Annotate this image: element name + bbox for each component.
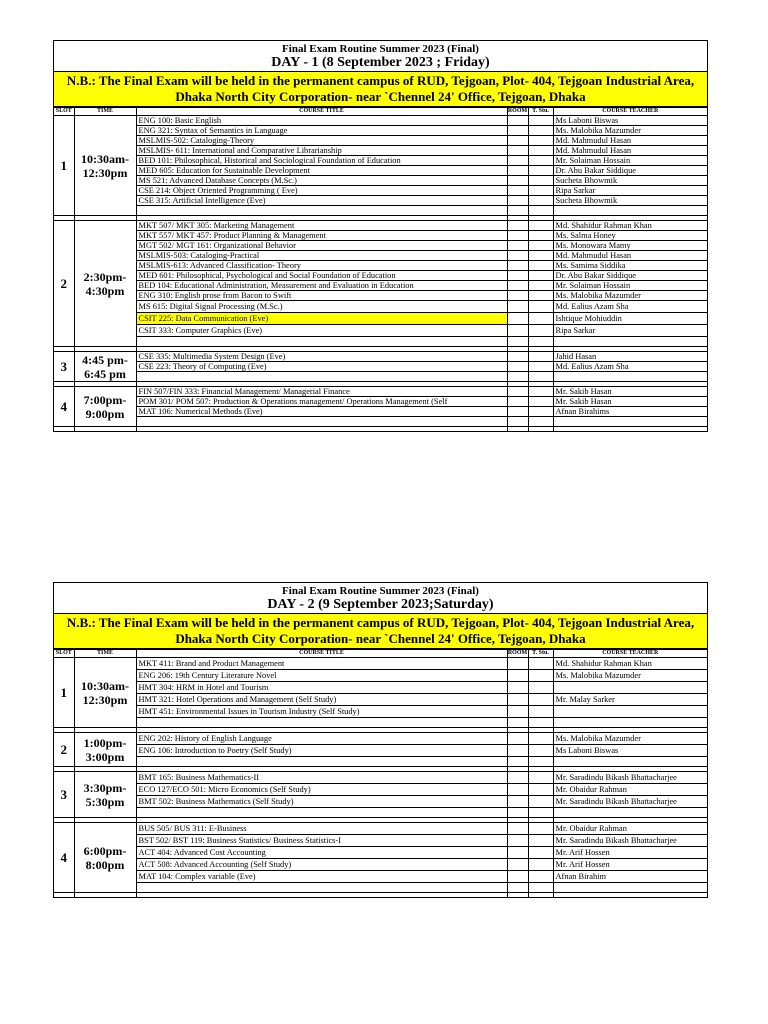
course-title: HMT 321: Hotel Operations and Management (Self Study) (136, 694, 507, 706)
students-cell (528, 670, 553, 682)
students-cell (528, 682, 553, 694)
course-title: ENG 206: 19th Century Literature Novel (136, 670, 507, 682)
course-teacher: Mr. Saradindu Bikash Bhattacharjee (553, 772, 707, 784)
course-teacher: Ishtique Mohiuddin (553, 313, 707, 325)
room-cell (507, 796, 528, 808)
course-teacher: Ripa Sarkar (553, 325, 707, 337)
course-teacher: Mr. Obaidur Rahman (553, 784, 707, 796)
room-cell (507, 241, 528, 251)
campus-notice: N.B.: The Final Exam will be held in the permanent campus of RUD, Tejgoan, Plot- 404, Tejgoan Industrial Area, Dhaka North City Corporation- near `Chennel 24' Office, Tejgoan, Dhaka (54, 613, 707, 649)
room-cell (507, 407, 528, 417)
course-title: CSIT 225: Data Communication (Eve) (136, 313, 507, 325)
spacer-cell (136, 893, 507, 898)
course-teacher: Ms. Malobika Mazumder (553, 733, 707, 745)
room-cell (507, 733, 528, 745)
spacer-cell (74, 893, 136, 898)
room-cell (507, 291, 528, 301)
table-row (54, 835, 707, 847)
room-cell (507, 362, 528, 372)
students-cell (528, 251, 553, 261)
course-title: CSIT 333: Computer Graphics (Eve) (136, 325, 507, 337)
course-title: MED 605: Education for Sustainable Development (136, 166, 507, 176)
slot-number: 2 (54, 733, 74, 767)
course-teacher: Md. Mahmudul Hasan (553, 136, 707, 146)
students-cell (528, 694, 553, 706)
students-cell (528, 847, 553, 859)
room-cell (507, 251, 528, 261)
course-teacher: Ms. Malobika Mazumder (553, 126, 707, 136)
spacer-cell (553, 893, 707, 898)
table-row (54, 281, 707, 291)
room-cell (507, 694, 528, 706)
course-teacher: Md. Mahmudul Hasan (553, 146, 707, 156)
students-cell (528, 325, 553, 337)
blank-cell (553, 718, 707, 728)
blank-row (54, 883, 707, 893)
slot-time: 6:00pm-8:00pm (74, 823, 136, 893)
table-row (54, 658, 707, 670)
blank-cell (528, 372, 553, 382)
course-title: CSE 214: Object Oriented Programming ( Eve) (136, 186, 507, 196)
room-cell (507, 301, 528, 313)
course-title: MED 601: Philosophical, Psychological and Social Foundation of Education (136, 271, 507, 281)
blank-row (54, 372, 707, 382)
column-header-time: TIME (74, 650, 136, 658)
blank-cell (553, 372, 707, 382)
blank-cell (507, 883, 528, 893)
room-cell (507, 281, 528, 291)
room-cell (507, 847, 528, 859)
course-teacher: Mr. Solaiman Hossain (553, 281, 707, 291)
table-row (54, 362, 707, 372)
blank-cell (528, 718, 553, 728)
table-row (54, 352, 707, 362)
course-teacher: Ms. Salma Honey (553, 231, 707, 241)
course-teacher (553, 706, 707, 718)
course-title: ENG 100: Basic English (136, 116, 507, 126)
slot-time: 7:00pm-9:00pm (74, 387, 136, 427)
course-teacher: Afnan Birahims (553, 407, 707, 417)
table-row (54, 291, 707, 301)
students-cell (528, 733, 553, 745)
room-cell (507, 126, 528, 136)
blank-cell (136, 718, 507, 728)
day-heading: DAY - 1 (8 September 2023 ; Friday) (271, 55, 490, 70)
slot-time: 10:30am-12:30pm (74, 658, 136, 728)
spacer-cell (528, 427, 553, 432)
room-cell (507, 116, 528, 126)
course-teacher: Sucheta Bhowmik (553, 176, 707, 186)
spacer-row (54, 893, 707, 898)
students-cell (528, 745, 553, 757)
course-teacher: Md. Ealius Azam Sha (553, 301, 707, 313)
course-title: MSLMIS- 611: International and Comparative Librarianship (136, 146, 507, 156)
course-title: MSLMIS-503: Cataloging-Practical (136, 251, 507, 261)
table-row (54, 397, 707, 407)
course-title: ENG 106: Introduction to Poetry (Self Study) (136, 745, 507, 757)
room-cell (507, 313, 528, 325)
column-header-teacher: COURSE TEACHER (553, 650, 707, 658)
table-row (54, 325, 707, 337)
campus-notice: N.B.: The Final Exam will be held in the permanent campus of RUD, Tejgoan, Plot- 404, Tejgoan Industrial Area, Dhaka North City Corporation- near `Chennel 24' Office, Tejgoan, Dhaka (54, 71, 707, 107)
course-title: POM 301/ POM 507: Production & Operations management/ Operations Management (Self (136, 397, 507, 407)
blank-cell (528, 417, 553, 427)
column-header-slot: SLOT (54, 650, 74, 658)
room-cell (507, 835, 528, 847)
course-title: MGT 502/ MGT 161: Organizational Behavior (136, 241, 507, 251)
course-title: BUS 505/ BUS 311: E-Business (136, 823, 507, 835)
course-teacher: Mr. Arif Hossen (553, 859, 707, 871)
table-row (54, 166, 707, 176)
course-title: ACT 404: Advanced Cost Accounting (136, 847, 507, 859)
table-row (54, 387, 707, 397)
students-cell (528, 397, 553, 407)
table-row (54, 301, 707, 313)
column-header-course: COURSE TITLE (136, 108, 507, 116)
course-teacher: Ripa Sarkar (553, 186, 707, 196)
students-cell (528, 772, 553, 784)
course-teacher: Mr. Sakib Hasan (553, 397, 707, 407)
course-teacher: Ms. Samima Siddika (553, 261, 707, 271)
table-row (54, 241, 707, 251)
blank-cell (136, 808, 507, 818)
blank-cell (136, 206, 507, 216)
spacer-row (54, 427, 707, 432)
course-title: ENG 321: Syntax of Semantics in Language (136, 126, 507, 136)
table-row (54, 251, 707, 261)
room-cell (507, 706, 528, 718)
course-title: MS 521: Advanced Database Concepts (M.Sc.) (136, 176, 507, 186)
blank-cell (528, 206, 553, 216)
table-row (54, 407, 707, 417)
students-cell (528, 301, 553, 313)
routine-title: Final Exam Routine Summer 2023 (Final) (282, 585, 479, 597)
table-row (54, 271, 707, 281)
blank-row (54, 337, 707, 347)
blank-cell (507, 417, 528, 427)
room-cell (507, 271, 528, 281)
room-cell (507, 196, 528, 206)
course-teacher: Dr. Abu Bakar Siddique (553, 166, 707, 176)
spacer-cell (54, 427, 74, 432)
table-row (54, 694, 707, 706)
blank-cell (528, 808, 553, 818)
students-cell (528, 859, 553, 871)
table-row (54, 126, 707, 136)
room-cell (507, 325, 528, 337)
course-title: BMT 165: Business Mathematics-II (136, 772, 507, 784)
room-cell (507, 670, 528, 682)
column-header-time: TIME (74, 108, 136, 116)
column-header-room: ROOM (507, 650, 528, 656)
course-teacher: Mr. Sakib Hasan (553, 387, 707, 397)
slot-number: 1 (54, 116, 74, 216)
students-cell (528, 362, 553, 372)
students-cell (528, 146, 553, 156)
course-title: BED 101: Philosophical, Historical and Sociological Foundation of Education (136, 156, 507, 166)
blank-cell (136, 883, 507, 893)
students-cell (528, 156, 553, 166)
students-cell (528, 221, 553, 231)
course-teacher: Md. Ealius Azam Sha (553, 362, 707, 372)
room-cell (507, 859, 528, 871)
blank-cell (528, 757, 553, 767)
table-row (54, 670, 707, 682)
course-teacher: Md. Mahmudul Hasan (553, 251, 707, 261)
table-row (54, 745, 707, 757)
table-row (54, 706, 707, 718)
students-cell (528, 281, 553, 291)
students-cell (528, 126, 553, 136)
blank-cell (528, 337, 553, 347)
column-header-stu: T. Stu. (528, 650, 553, 658)
course-teacher: Md. Shahidur Rahman Khan (553, 658, 707, 670)
blank-cell (553, 206, 707, 216)
table-row (54, 796, 707, 808)
students-cell (528, 241, 553, 251)
students-cell (528, 407, 553, 417)
course-teacher: Afnan Birahim (553, 871, 707, 883)
room-cell (507, 682, 528, 694)
day-heading: DAY - 2 (9 September 2023;Saturday) (267, 597, 494, 612)
course-teacher: Ms. Malobika Mazumder (553, 670, 707, 682)
table-row (54, 186, 707, 196)
blank-cell (136, 337, 507, 347)
course-teacher: Ms. Monowara Mamy (553, 241, 707, 251)
students-cell (528, 261, 553, 271)
course-title: MSLMIS-613: Advanced Classification- Theory (136, 261, 507, 271)
slot-time: 2:30pm-4:30pm (74, 221, 136, 347)
room-cell (507, 784, 528, 796)
spacer-cell (507, 427, 528, 432)
course-title: ACT 508: Advanced Accounting (Self Study) (136, 859, 507, 871)
column-header-row (54, 108, 707, 116)
room-cell (507, 352, 528, 362)
table-row (54, 146, 707, 156)
blank-cell (553, 757, 707, 767)
table-row (54, 847, 707, 859)
course-teacher: Md. Shahidur Rahman Khan (553, 221, 707, 231)
students-cell (528, 387, 553, 397)
course-teacher: Ms Laboni Biswas (553, 116, 707, 126)
students-cell (528, 871, 553, 883)
course-title: MS 615: Digital Signal Processing (M.Sc.) (136, 301, 507, 313)
slot-number: 3 (54, 772, 74, 818)
course-teacher: Mr. Arif Hossen (553, 847, 707, 859)
table-row (54, 156, 707, 166)
room-cell (507, 156, 528, 166)
blank-cell (136, 757, 507, 767)
course-title: CSE 315: Artificial Intelligence (Eve) (136, 196, 507, 206)
table-row (54, 231, 707, 241)
blank-cell (553, 883, 707, 893)
room-cell (507, 176, 528, 186)
course-teacher (553, 682, 707, 694)
table-row (54, 196, 707, 206)
students-cell (528, 166, 553, 176)
course-title: CSE 223: Theory of Computing (Eve) (136, 362, 507, 372)
blank-cell (507, 757, 528, 767)
course-teacher: Jahid Hasan (553, 352, 707, 362)
room-cell (507, 387, 528, 397)
spacer-cell (74, 427, 136, 432)
course-teacher: Mr. Solaiman Hossain (553, 156, 707, 166)
course-title: CSE 335: Multimedia System Design (Eve) (136, 352, 507, 362)
table-row (54, 261, 707, 271)
table-row (54, 784, 707, 796)
day-2-routine (53, 582, 708, 898)
blank-cell (507, 372, 528, 382)
exam-table (54, 649, 707, 898)
blank-cell (553, 417, 707, 427)
spacer-cell (54, 893, 74, 898)
students-cell (528, 823, 553, 835)
exam-table (54, 107, 707, 432)
students-cell (528, 176, 553, 186)
students-cell (528, 784, 553, 796)
students-cell (528, 116, 553, 126)
room-cell (507, 186, 528, 196)
blank-cell (136, 417, 507, 427)
room-cell (507, 658, 528, 670)
students-cell (528, 313, 553, 325)
table-row (54, 772, 707, 784)
blank-row (54, 206, 707, 216)
blank-cell (507, 206, 528, 216)
column-header-room: ROOM (507, 108, 528, 114)
course-teacher: Mr. Saradindu Bikash Bhattacharjee (553, 796, 707, 808)
blank-row (54, 718, 707, 728)
course-title: MAT 106: Numerical Methods (Eve) (136, 407, 507, 417)
course-title: ECO 127/ECO 501: Micro Economics (Self Study) (136, 784, 507, 796)
students-cell (528, 352, 553, 362)
table-row (54, 136, 707, 146)
course-title: FIN 507/FIN 333: Financial Management/ Managerial Finance (136, 387, 507, 397)
students-cell (528, 796, 553, 808)
students-cell (528, 271, 553, 281)
table-row (54, 823, 707, 835)
slot-time: 1:00pm-3:00pm (74, 733, 136, 767)
course-title: MKT 557/ MKT 457: Product Planning & Management (136, 231, 507, 241)
blank-cell (507, 808, 528, 818)
spacer-cell (528, 893, 553, 898)
blank-row (54, 757, 707, 767)
slot-number: 4 (54, 823, 74, 893)
column-header-slot: SLOT (54, 108, 74, 116)
slot-number: 1 (54, 658, 74, 728)
slot-time: 10:30am-12:30pm (74, 116, 136, 216)
slot-number: 4 (54, 387, 74, 427)
students-cell (528, 186, 553, 196)
course-title: MKT 507/ MKT 305: Marketing Management (136, 221, 507, 231)
students-cell (528, 835, 553, 847)
blank-cell (553, 808, 707, 818)
slot-time: 4:45 pm-6:45 pm (74, 352, 136, 382)
table-row (54, 682, 707, 694)
course-teacher: Ms. Malobika Mazumder (553, 291, 707, 301)
table-row (54, 221, 707, 231)
course-title: MSLMIS-502: Cataloging-Theory (136, 136, 507, 146)
blank-cell (136, 372, 507, 382)
course-title: BST 502/ BST 119: Business Statistics/ Business Statistics-I (136, 835, 507, 847)
column-header-teacher: COURSE TEACHER (553, 108, 707, 116)
course-teacher: Dr. Abu Bakar Siddique (553, 271, 707, 281)
room-cell (507, 871, 528, 883)
table-row (54, 871, 707, 883)
table-row (54, 733, 707, 745)
room-cell (507, 146, 528, 156)
room-cell (507, 231, 528, 241)
spacer-cell (507, 893, 528, 898)
course-teacher: Mr. Obaidur Rahman (553, 823, 707, 835)
column-header-row (54, 650, 707, 658)
slot-number: 2 (54, 221, 74, 347)
course-title: MAT 104: Complex variable (Eve) (136, 871, 507, 883)
table-row (54, 176, 707, 186)
students-cell (528, 196, 553, 206)
table-row (54, 116, 707, 126)
blank-cell (528, 883, 553, 893)
students-cell (528, 291, 553, 301)
course-title: BED 104: Educational Administration, Measurement and Evaluation in Education (136, 281, 507, 291)
spacer-cell (553, 427, 707, 432)
room-cell (507, 136, 528, 146)
course-title: ENG 202: History of English Language (136, 733, 507, 745)
routine-title: Final Exam Routine Summer 2023 (Final) (282, 43, 479, 55)
course-teacher: Ms Laboni Biswas (553, 745, 707, 757)
slot-time: 3:30pm-5:30pm (74, 772, 136, 818)
slot-number: 3 (54, 352, 74, 382)
course-teacher: Mr. Saradindu Bikash Bhattacharjee (553, 835, 707, 847)
column-header-stu: T. Stu. (528, 108, 553, 116)
room-cell (507, 772, 528, 784)
course-title: BMT 502: Business Mathematics (Self Study) (136, 796, 507, 808)
students-cell (528, 136, 553, 146)
table-row (54, 313, 707, 325)
course-title: HMT 451: Environmental Issues in Tourism Industry (Self Study) (136, 706, 507, 718)
day-1-routine (53, 40, 708, 432)
students-cell (528, 706, 553, 718)
room-cell (507, 745, 528, 757)
blank-cell (553, 337, 707, 347)
course-title: ENG 310: English prose from Bacon to Swift (136, 291, 507, 301)
course-teacher: Sucheta Bhowmik (553, 196, 707, 206)
spacer-cell (136, 427, 507, 432)
room-cell (507, 823, 528, 835)
room-cell (507, 261, 528, 271)
blank-cell (507, 337, 528, 347)
course-title: MKT 411: Brand and Product Management (136, 658, 507, 670)
course-title: HMT 304: HRM in Hotel and Tourism (136, 682, 507, 694)
table-row (54, 859, 707, 871)
blank-row (54, 808, 707, 818)
room-cell (507, 221, 528, 231)
room-cell (507, 166, 528, 176)
students-cell (528, 231, 553, 241)
course-teacher: Mr. Malay Sarker (553, 694, 707, 706)
blank-row (54, 417, 707, 427)
students-cell (528, 658, 553, 670)
blank-cell (507, 718, 528, 728)
column-header-course: COURSE TITLE (136, 650, 507, 658)
room-cell (507, 397, 528, 407)
